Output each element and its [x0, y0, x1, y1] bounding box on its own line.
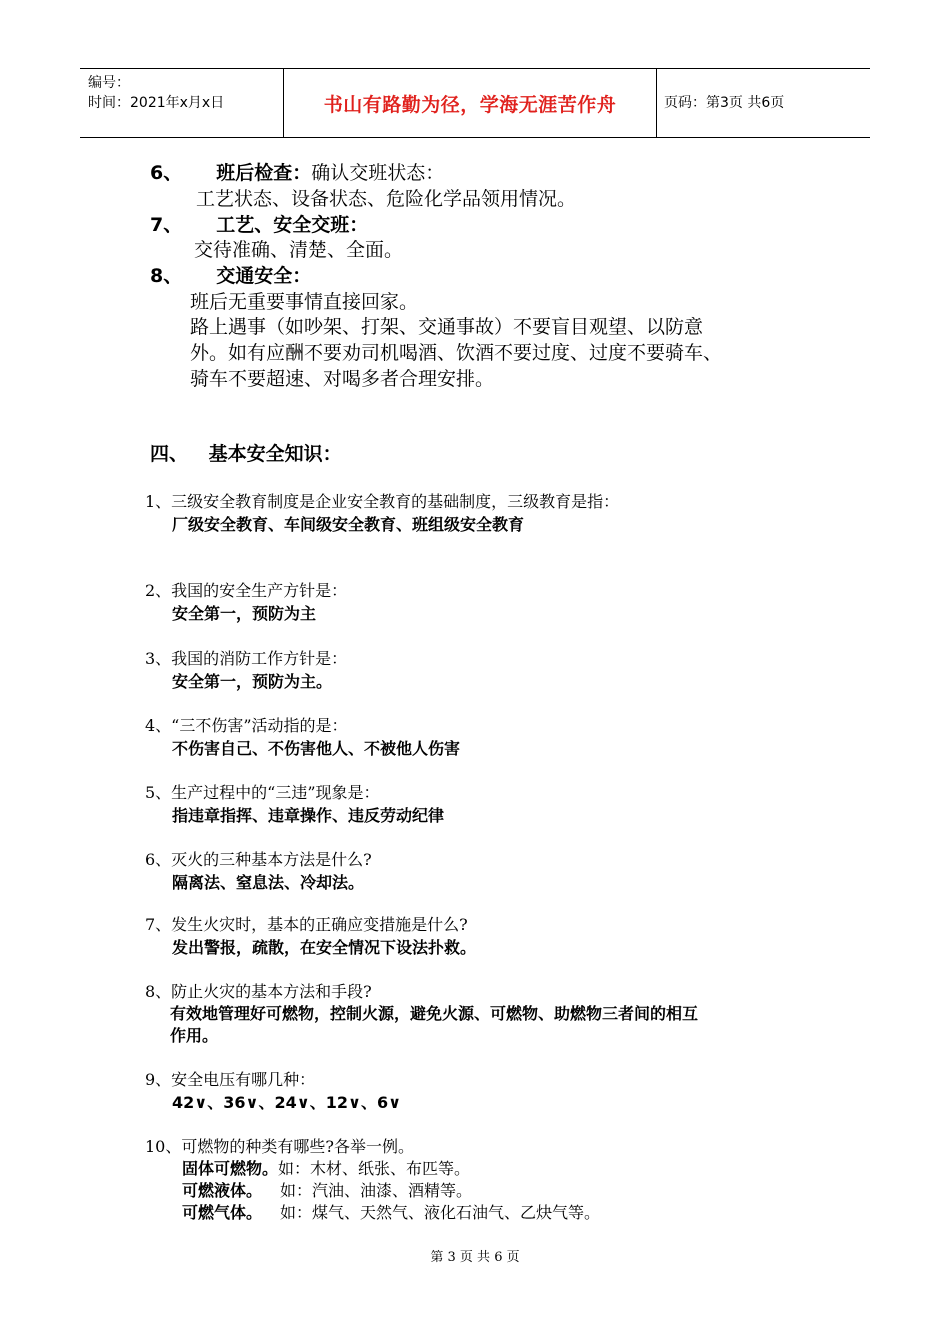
page-header	[80, 68, 870, 138]
fuel-type-solid-text: 如：木材、纸张、布匹等。	[278, 1159, 471, 1178]
answer-9: 42∨、36∨、24∨、12∨、6∨	[172, 1093, 402, 1112]
fuel-type-liquid-text: 如：汽油、油漆、酒精等。	[280, 1181, 473, 1200]
fuel-type-gas	[182, 1202, 600, 1224]
section-4-heading	[150, 441, 342, 467]
question-10: 10、可燃物的种类有哪些?各举一例。	[145, 1137, 414, 1156]
answer-2: 安全第一，预防为主	[172, 604, 317, 623]
header-page-cell	[656, 69, 870, 137]
page-info: 页码：第3页 共6页	[664, 95, 785, 111]
item-8-line-3: 外。如有应酬不要劝司机喝酒、饮酒不要过度、过度不要骑车、	[190, 342, 723, 364]
section-4-title: 基本安全知识：	[208, 443, 342, 465]
time-label: 时间：2021年x月x日	[88, 95, 225, 111]
question-3: 3、我国的消防工作方针是：	[145, 649, 348, 668]
answer-4: 不伤害自己、不伤害他人、不被他人伤害	[172, 739, 461, 758]
answer-6: 隔离法、窒息法、冷却法。	[172, 873, 365, 892]
item-7-title: 工艺、安全交班：	[216, 214, 369, 236]
page-footer: 第 3 页 共 6 页	[430, 1250, 520, 1265]
item-6-rest: 确认交班状态：	[311, 162, 445, 184]
item-8-number: 8、	[150, 265, 183, 287]
question-7: 7、发生火灾时，基本的正确应变措施是什么?	[145, 915, 468, 934]
question-9: 9、安全电压有哪几种：	[145, 1070, 316, 1089]
item-6-line: 工艺状态、设备状态、危险化学品领用情况。	[196, 188, 577, 210]
answer-1: 厂级安全教育、车间级安全教育、班组级安全教育	[172, 515, 525, 534]
header-meta	[80, 69, 283, 137]
header-motto-cell	[283, 69, 657, 137]
fuel-type-gas-text: 如：煤气、天然气、液化石油气、乙炔气等。	[280, 1203, 601, 1222]
question-8: 8、防止火灾的基本方法和手段?	[145, 982, 372, 1001]
fuel-type-liquid	[182, 1180, 472, 1202]
fuel-type-gas-label: 可燃气体。	[182, 1203, 263, 1222]
item-6-heading	[150, 160, 444, 186]
item-8-line-1: 班后无重要事情直接回家。	[190, 291, 419, 313]
question-5: 5、生产过程中的“三违”现象是：	[145, 783, 380, 802]
item-7-heading	[150, 212, 368, 238]
item-8-heading	[150, 263, 311, 289]
section-4-number: 四、	[150, 443, 189, 465]
item-8-title: 交通安全：	[216, 265, 312, 287]
item-6-number: 6、	[150, 162, 183, 184]
answer-8-line-1: 有效地管理好可燃物，控制火源，避免火源、可燃物、助燃物三者间的相互	[170, 1004, 699, 1023]
item-7-line: 交待准确、清楚、全面。	[194, 239, 404, 261]
question-1: 1、三级安全教育制度是企业安全教育的基础制度，三级教育是指：	[145, 492, 620, 511]
answer-8-line-2: 作用。	[170, 1026, 219, 1045]
number-label: 编号：	[88, 75, 130, 91]
item-8-line-2: 路上遇事（如吵架、打架、交通事故）不要盲目观望、以防意	[190, 316, 704, 338]
answer-5: 指违章指挥、违章操作、违反劳动纪律	[172, 806, 445, 825]
fuel-type-solid-label: 固体可燃物。	[182, 1159, 279, 1178]
question-2: 2、我国的安全生产方针是：	[145, 581, 348, 600]
motto: 书山有路勤为径，学海无涯苦作舟	[323, 93, 617, 116]
question-6: 6、灭火的三种基本方法是什么?	[145, 850, 372, 869]
fuel-type-solid	[182, 1158, 470, 1180]
answer-3: 安全第一，预防为主。	[172, 672, 333, 691]
item-6-title: 班后检查：	[216, 162, 312, 184]
fuel-type-liquid-label: 可燃液体。	[182, 1181, 263, 1200]
answer-7: 发出警报，疏散，在安全情况下设法扑救。	[172, 938, 477, 957]
question-4: 4、“三不伤害”活动指的是：	[145, 716, 348, 735]
item-8-line-4: 骑车不要超速、对喝多者合理安排。	[190, 368, 495, 390]
item-7-number: 7、	[150, 214, 183, 236]
